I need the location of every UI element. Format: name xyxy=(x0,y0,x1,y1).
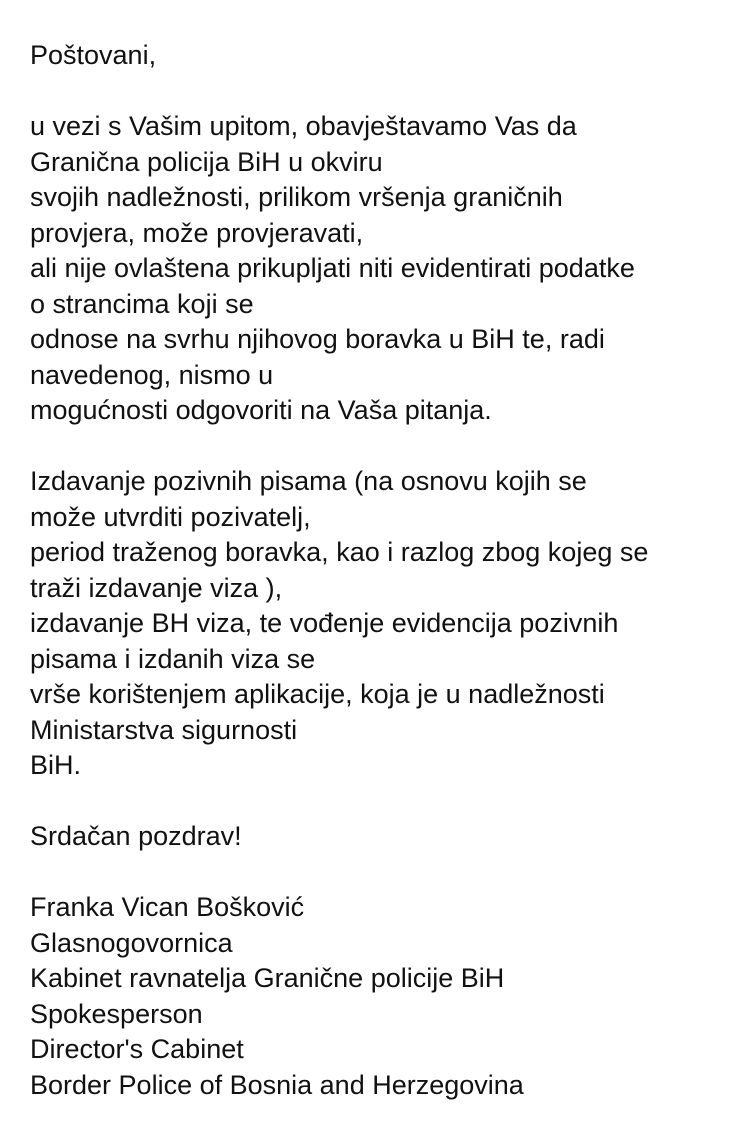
paragraph-line: provjera, može provjeravati, xyxy=(30,217,364,248)
paragraph-line: BiH. xyxy=(30,750,82,780)
paragraph-line: period traženog boravka, kao i razlog zbog kojeg se xyxy=(30,537,649,567)
spacer xyxy=(30,74,730,110)
paragraph-line: u vezi s Vašim upitom, obavještavamo Vas da xyxy=(30,111,577,141)
spacer xyxy=(30,784,730,820)
paragraph-line: može utvrditi pozivatelj, xyxy=(30,501,311,532)
paragraph-line: navedenog, nismo u xyxy=(30,359,274,390)
signature-office-en: Director's Cabinet xyxy=(30,1034,244,1064)
spacer xyxy=(30,429,730,465)
signature-name: Franka Vican Bošković xyxy=(30,892,305,922)
closing: Srdačan pozdrav! xyxy=(30,821,242,851)
signature-title-en: Spokesperson xyxy=(30,998,203,1029)
paragraph-line: traži izdavanje viza ), xyxy=(30,572,283,603)
paragraph-line: ali nije ovlaštena prikupljati niti evidentirati podatke xyxy=(30,253,635,283)
paragraph-line: odnose na svrhu njihovog boravka u BiH te, radi xyxy=(30,324,605,354)
paragraph-line: Ministarstva sigurnosti xyxy=(30,714,298,745)
letter-body xyxy=(30,38,730,1103)
paragraph-visa-letters xyxy=(30,464,730,784)
signature-title: Glasnogovornica xyxy=(30,927,233,958)
paragraph-border-checks xyxy=(30,109,730,429)
paragraph-line: Granična policija BiH u okviru xyxy=(30,146,383,177)
paragraph-line: svojih nadležnosti, prilikom vršenja graničnih xyxy=(30,182,563,212)
paragraph-line: izdavanje BH viza, te vođenje evidencija pozivnih xyxy=(30,608,619,638)
signature-office: Kabinet ravnatelja Granične policije BiH xyxy=(30,963,505,993)
paragraph-line: mogućnosti odgovoriti na Vaša pitanja. xyxy=(30,395,492,425)
paragraph-line: pisama i izdanih viza se xyxy=(30,643,316,674)
spacer xyxy=(30,855,730,891)
paragraph-line: Izdavanje pozivnih pisama (na osnovu kojih se xyxy=(30,466,587,496)
paragraph-line: vrše korištenjem aplikacije, koja je u nadležnosti xyxy=(30,679,605,709)
signature-block xyxy=(30,890,730,1103)
signature-organization: Border Police of Bosnia and Herzegovina xyxy=(30,1069,524,1100)
greeting: Poštovani, xyxy=(30,40,157,70)
paragraph-line: o strancima koji se xyxy=(30,288,254,319)
